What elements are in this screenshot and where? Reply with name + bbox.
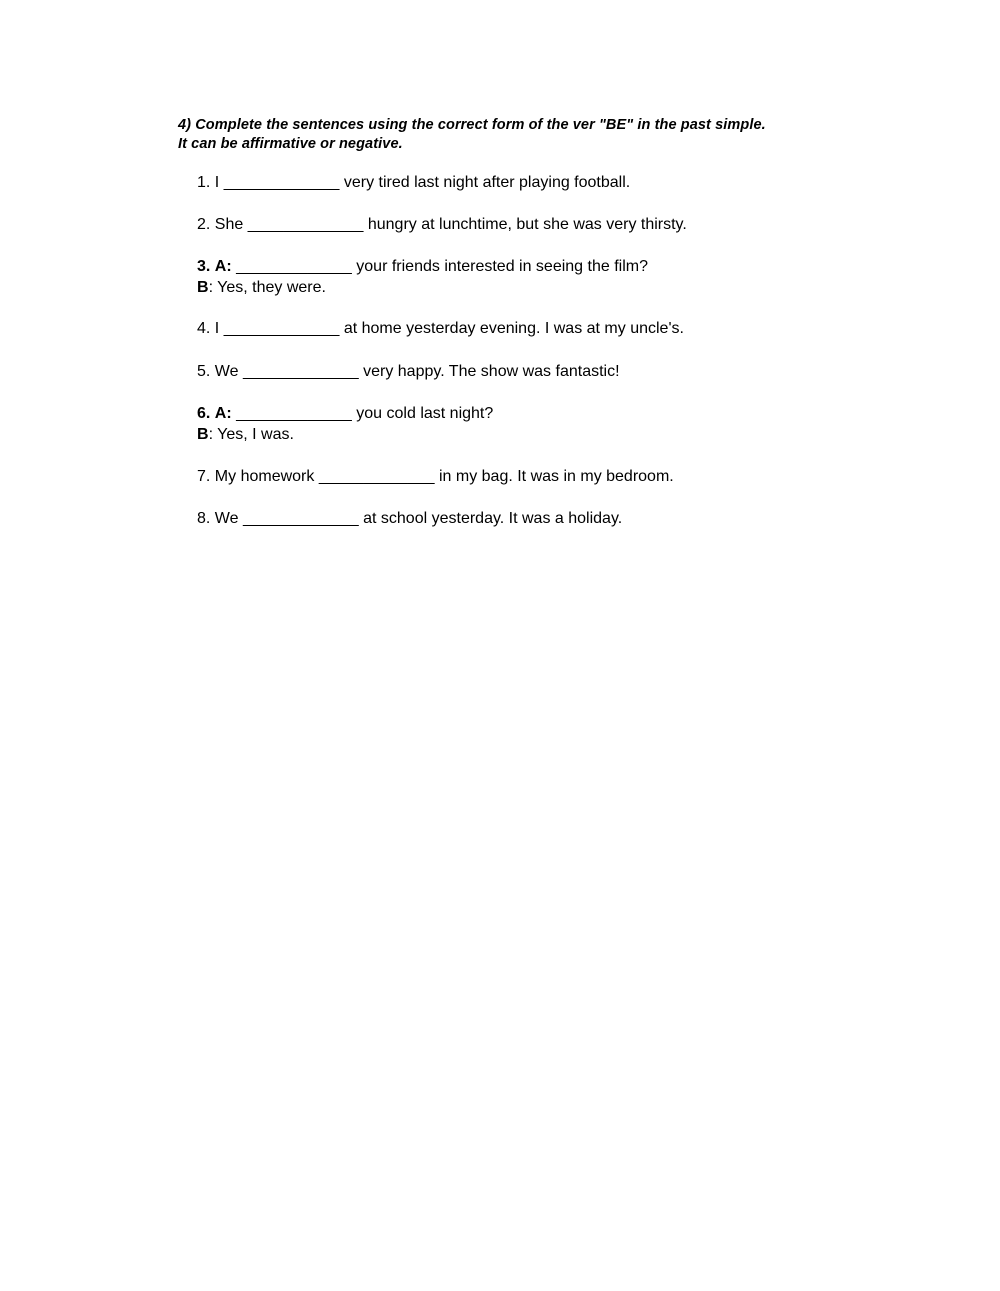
- answer-blank[interactable]: _____________: [242, 363, 359, 380]
- answer-blank[interactable]: _____________: [236, 258, 352, 275]
- answer-blank[interactable]: _____________: [318, 468, 435, 485]
- item-text-after: at home yesterday evening. I was at my uncle's.: [343, 320, 684, 337]
- exercise-item-3: [197, 256, 648, 298]
- speaker-a-label: A:: [214, 405, 232, 422]
- answer-blank[interactable]: _____________: [247, 216, 364, 233]
- answer-blank[interactable]: _____________: [242, 510, 359, 527]
- exercise-item-6: [197, 403, 493, 445]
- item-number: 6.: [197, 405, 211, 422]
- exercise-item-7: [197, 466, 674, 487]
- exercise-item-8: [197, 508, 622, 529]
- item-text-after: at school yesterday. It was a holiday.: [363, 510, 623, 527]
- instructions-line-1: 4) Complete the sentences using the correct form of the ver "BE" in the past simple.: [178, 117, 766, 133]
- instructions-line-2: It can be affirmative or negative.: [178, 136, 403, 152]
- item-number: 2.: [197, 216, 211, 233]
- item-number: 4.: [197, 320, 211, 337]
- exercise-item-5: [197, 361, 620, 382]
- speaker-b-label: B: [197, 279, 209, 296]
- speaker-b-label: B: [197, 426, 209, 443]
- item-text-before: I: [214, 174, 220, 191]
- item-number: 1.: [197, 174, 211, 191]
- speaker-b-answer: : Yes, I was.: [208, 426, 294, 443]
- dialogue-line-a: [197, 256, 648, 277]
- answer-blank[interactable]: _____________: [236, 405, 352, 422]
- exercise-item-2: [197, 214, 687, 235]
- dialogue-line-b: [197, 424, 493, 445]
- exercise-item-4: [197, 318, 684, 339]
- item-number: 7.: [197, 468, 211, 485]
- item-text-before: She: [214, 216, 244, 233]
- item-text-after: you cold last night?: [356, 405, 494, 422]
- speaker-a-label: A:: [214, 258, 232, 275]
- item-text-after: hungry at lunchtime, but she was very thirsty.: [367, 216, 687, 233]
- item-number: 5.: [197, 363, 211, 380]
- item-text-after: in my bag. It was in my bedroom.: [438, 468, 674, 485]
- item-text-after: very happy. The show was fantastic!: [363, 363, 620, 380]
- answer-blank[interactable]: _____________: [223, 174, 340, 191]
- instructions: [178, 116, 878, 154]
- item-text-before: I: [214, 320, 220, 337]
- item-text-before: We: [214, 363, 239, 380]
- dialogue-line-a: [197, 403, 493, 424]
- answer-blank[interactable]: _____________: [223, 320, 340, 337]
- item-number: 3.: [197, 258, 211, 275]
- speaker-b-answer: : Yes, they were.: [208, 279, 326, 296]
- item-text-after: very tired last night after playing football.: [343, 174, 631, 191]
- exercise-item-1: [197, 172, 630, 193]
- item-text-before: My homework: [214, 468, 315, 485]
- item-text-before: We: [214, 510, 239, 527]
- item-number: 8.: [197, 510, 211, 527]
- item-text-after: your friends interested in seeing the film?: [356, 258, 648, 275]
- dialogue-line-b: [197, 277, 648, 298]
